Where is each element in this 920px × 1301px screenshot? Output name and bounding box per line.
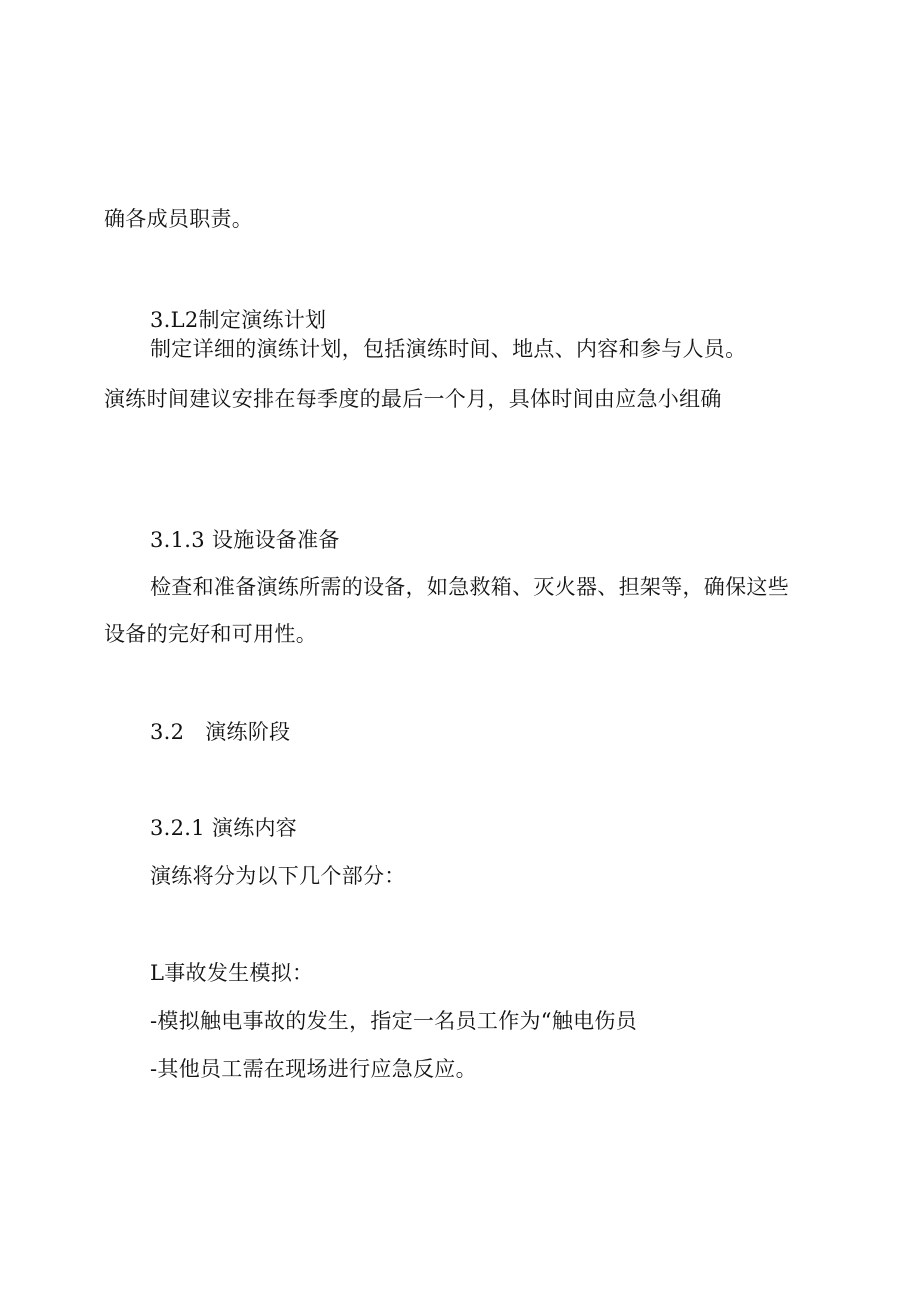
list-heading: L事故发生模拟： — [150, 961, 314, 985]
list-item: -其他员工需在现场进行应急反应。 — [150, 1057, 477, 1081]
section-heading: 3.2.1 演练内容 — [150, 816, 298, 840]
list-item: -模拟触电事故的发生，指定一名员工作为“触电伤员 — [150, 1009, 638, 1033]
paragraph-text: 检查和准备演练所需的设备，如急救箱、灭火器、担架等，确保这些 — [150, 575, 789, 599]
section-heading: 3.1.3 设施设备准备 — [150, 528, 340, 552]
paragraph-text: 演练时间建议安排在每季度的最后一个月，具体时间由应急小组确 — [104, 387, 722, 411]
section-heading: 3.L2制定演练计划 — [150, 308, 327, 332]
paragraph-text: 确各成员职责。 — [104, 207, 254, 231]
paragraph-text: 设备的完好和可用性。 — [104, 622, 317, 646]
paragraph-text: 演练将分为以下几个部分： — [150, 864, 406, 888]
section-heading: 3.2 演练阶段 — [150, 720, 291, 744]
paragraph-text: 制定详细的演练计划，包括演练时间、地点、内容和参与人员。 — [150, 337, 747, 361]
